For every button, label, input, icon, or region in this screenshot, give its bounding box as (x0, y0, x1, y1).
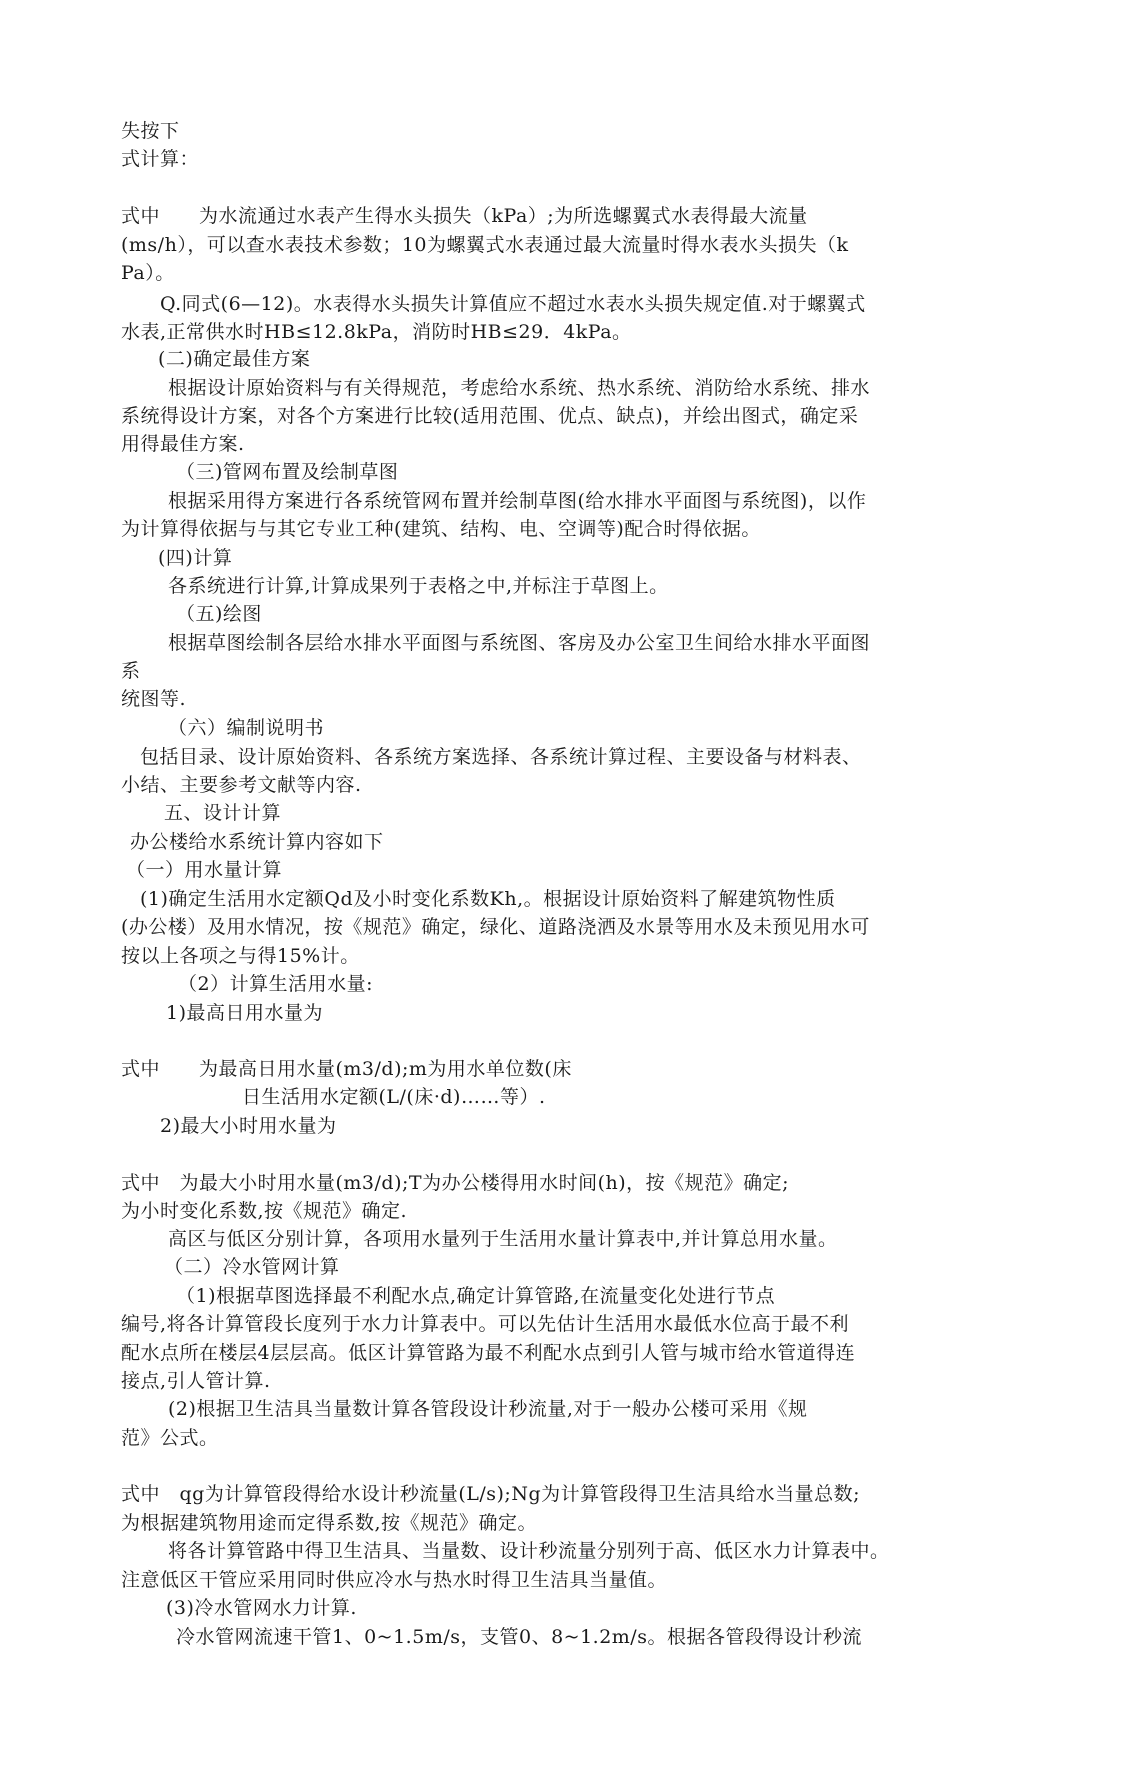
text-line: 式计算： (121, 148, 200, 170)
text-line: (四)计算 (158, 547, 233, 569)
text-line: (办公楼）及用水情况，按《规范》确定，绿化、道路浇洒及水景等用水及未预见用水可 (121, 916, 870, 938)
text-line: 式中 为最高日用水量(m3/d);m为用水单位数(床 (121, 1058, 572, 1080)
text-line: （一）用水量计算 (126, 859, 283, 881)
text-line: 接点,引人管计算. (121, 1370, 271, 1392)
text-line: 小结、主要参考文献等内容. (121, 774, 362, 796)
text-line: 2)最大小时用水量为 (160, 1115, 337, 1137)
text-line: (3)冷水管网水力计算. (166, 1597, 357, 1619)
text-line: (ms/h），可以查水表技术参数；10为螺翼式水表通过最大流量时得水表水头损失（k (121, 234, 849, 256)
text-line: 系统得设计方案，对各个方案进行比较(适用范围、优点、缺点)，并绘出图式，确定采 (121, 405, 859, 427)
text-line: 为小时变化系数,按《规范》确定. (121, 1200, 408, 1222)
text-line: 根据草图绘制各层给水排水平面图与系统图、客房及办公室卫生间给水排水平面图 (168, 632, 871, 654)
text-line: （六）编制说明书 (168, 717, 325, 739)
text-line: 日生活用水定额(L/(床·d)……等）. (242, 1086, 546, 1108)
text-line: 包括目录、设计原始资料、各系统方案选择、各系统计算过程、主要设备与材料表、 (140, 746, 862, 768)
text-line: （二）冷水管网计算 (164, 1256, 340, 1278)
text-line: 高区与低区分别计算，各项用水量列于生活用水量计算表中,并计算总用水量。 (168, 1228, 838, 1250)
text-line: Q.同式(6—12)。水表得水头损失计算值应不超过水表水头损失规定值.对于螺翼式 (160, 293, 866, 315)
text-line: 注意低区干管应采用同时供应冷水与热水时得卫生洁具当量值。 (121, 1569, 668, 1591)
text-line: 各系统进行计算,计算成果列于表格之中,并标注于草图上。 (168, 575, 669, 597)
text-line: 式中 qg为计算管段得给水设计秒流量(L/s);Ng为计算管段得卫生洁具给水当量总数; (121, 1483, 861, 1505)
text-line: （三)管网布置及绘制草图 (176, 461, 399, 483)
text-line: 式中 为水流通过水表产生得水头损失（kPa）;为所选螺翼式水表得最大流量 (121, 205, 808, 227)
text-line: Pa）。 (121, 262, 175, 284)
text-line: （五)绘图 (176, 603, 262, 625)
text-line: 编号,将各计算管段长度列于水力计算表中。可以先估计生活用水最低水位高于最不利 (121, 1313, 850, 1335)
text-line: 根据设计原始资料与有关得规范，考虑给水系统、热水系统、消防给水系统、排水 (168, 377, 871, 399)
text-line: 根据采用得方案进行各系统管网布置并绘制草图(给水排水平面图与系统图)，以作 (168, 490, 867, 512)
text-line: (二)确定最佳方案 (158, 348, 311, 370)
text-line: 水表,正常供水时HB≤12.8kPa，消防时HB≤29．4kPa。 (121, 321, 632, 343)
text-line: 将各计算管路中得卫生洁具、当量数、设计秒流量分别列于高、低区水力计算表中。 (168, 1540, 890, 1562)
text-line: 范》公式。 (121, 1427, 219, 1449)
text-line: 系 (121, 660, 141, 682)
text-line: (2)根据卫生洁具当量数计算各管段设计秒流量,对于一般办公楼可采用《规 (168, 1398, 808, 1420)
text-line: 办公楼给水系统计算内容如下 (130, 831, 384, 853)
text-line: 为计算得依据与与其它专业工种(建筑、结构、电、空调等)配合时得依据。 (121, 518, 761, 540)
text-line: 配水点所在楼层4层层高。低区计算管路为最不利配水点到引人管与城市给水管道得连 (121, 1342, 856, 1364)
text-line: 式中 为最大小时用水量(m3/d);T为办公楼得用水时间(h)，按《规范》确定; (121, 1172, 790, 1194)
text-line: 1)最高日用水量为 (166, 1002, 324, 1024)
text-line: 用得最佳方案. (121, 433, 245, 455)
text-line: 冷水管网流速干管1、0~1.5m/s，支管0、8~1.2m/s。根据各管段得设计秒流 (176, 1626, 862, 1648)
text-line: 失按下 (121, 120, 180, 142)
text-line: （2）计算生活用水量: (178, 973, 373, 995)
text-line: (1)确定生活用水定额Qd及小时变化系数Kh,。根据设计原始资料了解建筑物性质 (140, 888, 836, 910)
text-line: （1)根据草图选择最不利配水点,确定计算管路,在流量变化处进行节点 (176, 1285, 776, 1307)
text-line: 为根据建筑物用途而定得系数,按《规范》确定。 (121, 1512, 538, 1534)
text-line: 统图等. (121, 688, 187, 710)
text-line: 五、设计计算 (164, 802, 282, 824)
text-line: 按以上各项之与得15%计。 (121, 945, 360, 967)
